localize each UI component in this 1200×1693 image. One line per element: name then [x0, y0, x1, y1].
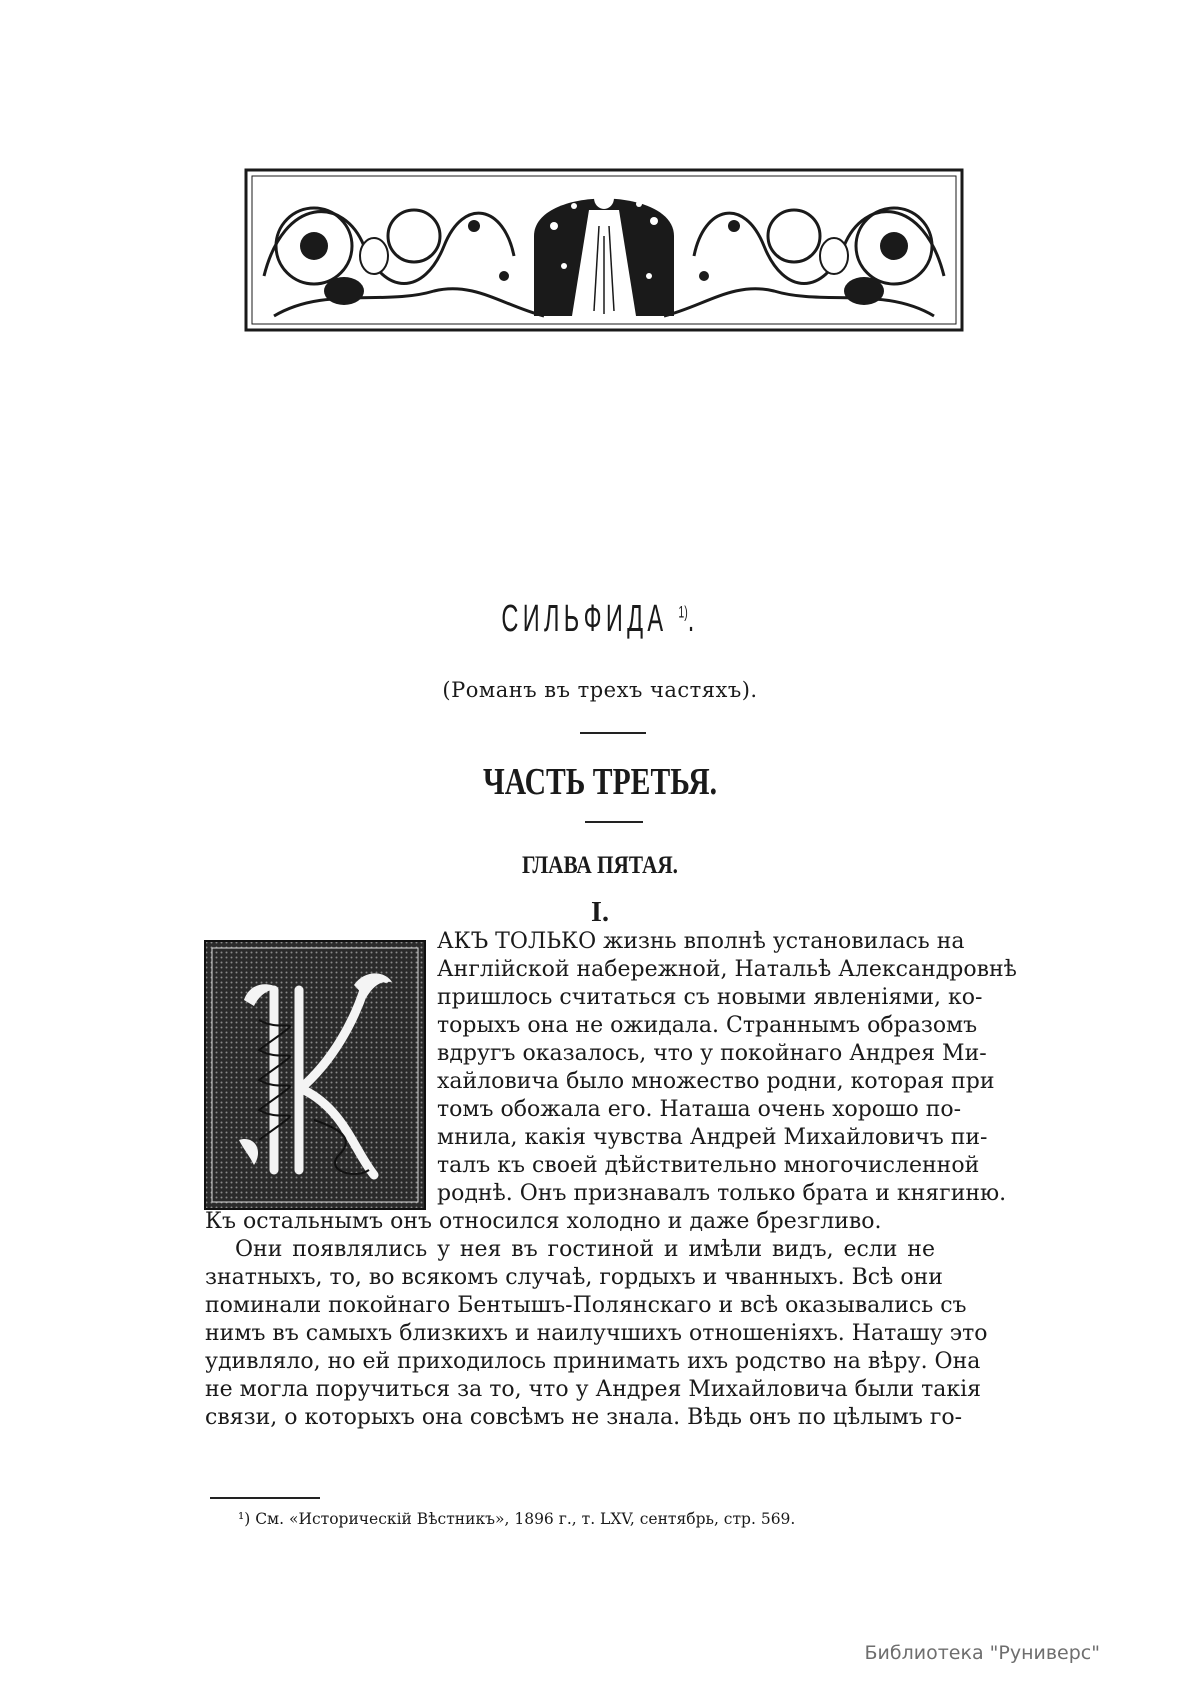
- footnote-divider: [210, 1497, 320, 1499]
- text-line: талъ къ своей дѣйствительно многочисленной: [437, 1153, 980, 1178]
- footnote: ¹) См. «Историческій Вѣстникъ», 1896 г., т. LXV, сентябрь, стр. 569.: [238, 1510, 796, 1528]
- text-line: мнила, какія чувства Андрей Михайловичъ пи-: [437, 1125, 988, 1150]
- text-line: удивляло, но ей приходилось принимать ихъ родство на вѣру. Она: [205, 1349, 981, 1374]
- text-line: знатныхъ, то, во всякомъ случаѣ, гордыхъ и чванныхъ. Всѣ они: [205, 1265, 943, 1290]
- text-line: вдругъ оказалось, что у покойнаго Андрея Ми-: [437, 1041, 987, 1066]
- text-line: связи, о которыхъ она совсѣмъ не знала. Вѣдь онъ по цѣлымъ го-: [205, 1405, 963, 1430]
- ornamental-initial-k-icon: [204, 940, 426, 1210]
- subtitle: (Романъ въ трехъ частяхъ).: [442, 678, 758, 702]
- floral-headpiece-ornament: [244, 166, 964, 334]
- text-line: хайловича было множество родни, которая при: [437, 1069, 995, 1094]
- text-line: не могла поручиться за то, что у Андрея Михайловича были такія: [205, 1377, 982, 1402]
- divider: [580, 732, 646, 734]
- text-line: томъ обожала его. Наташа очень хорошо по-: [437, 1097, 962, 1122]
- work-title: СИЛЬФИДА $^{1)}$.: [501, 598, 699, 640]
- divider: [585, 821, 643, 823]
- section-number: I.: [591, 897, 609, 928]
- chapter-heading: ГЛАВА ПЯТАЯ.: [521, 852, 678, 879]
- text-line: Англійской набережной, Натальѣ Александровнѣ: [437, 957, 1017, 982]
- text-line: роднѣ. Онъ признавалъ только брата и княгиню.: [437, 1181, 1007, 1206]
- text-line: Къ остальнымъ онъ относился холодно и даже брезгливо.: [205, 1209, 882, 1234]
- title-text: СИЛЬФИДА: [501, 598, 668, 640]
- text-line: Они появлялись у нея въ гостиной и имѣли видъ, если не: [235, 1237, 935, 1262]
- text-line: АКЪ ТОЛЬКО жизнь вполнѣ установилась на: [437, 929, 965, 954]
- library-watermark: Библиотека "Руниверс": [864, 1642, 1100, 1664]
- text-line: пришлось считаться съ новыми явленіями, ко-: [437, 985, 983, 1010]
- text-line: поминали покойнаго Бентышъ-Полянскаго и всѣ оказывались съ: [205, 1293, 967, 1318]
- text-line: нимъ въ самыхъ близкихъ и наилучшихъ отношеніяхъ. Наташу это: [205, 1321, 988, 1346]
- text-line: торыхъ она не ожидала. Страннымъ образомъ: [437, 1013, 978, 1038]
- title-footnote-mark: 1): [678, 602, 688, 622]
- part-heading: ЧАСТЬ ТРЕТЬЯ.: [482, 761, 718, 803]
